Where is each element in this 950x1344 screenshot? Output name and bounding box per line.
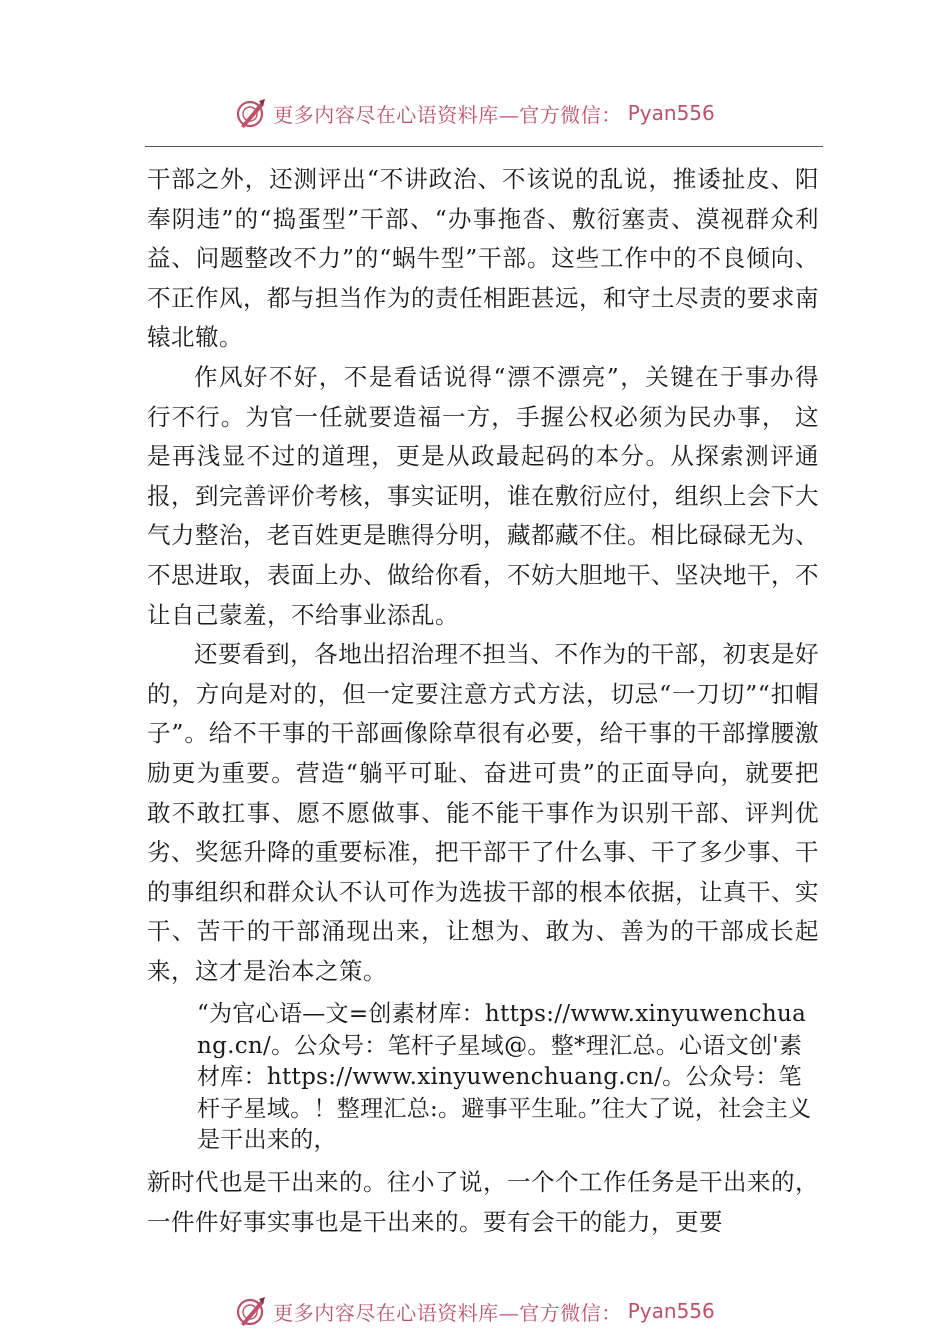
footer-brand-text: 更多内容尽在心语资料库—官方微信： — [273, 1300, 622, 1325]
header-brand-text: 更多内容尽在心语资料库—官方微信： — [273, 102, 622, 127]
pen-seal-logo-icon — [235, 1295, 267, 1327]
paragraph-2: 作风好不好，不是看话说得“漂不漂亮”，关键在于事办得行不行。为官一任就要造福一方，手握公权必须为民办事， 这是再浅显不过的道理，更是从政最起码的本分。从探索测评通报，到完善评价考核，事实证明，谁在敷衍应付，组织上会下大气力整治，老百姓更是瞧得分明，藏都藏不住。相比碌碌无为、不思进取，表面上办、做给你看，不妨大胆地干、坚决地干，不让自己蒙羞，不给事业添乱。 — [147, 362, 819, 629]
header-divider — [145, 146, 823, 147]
footer-brand — [235, 1295, 715, 1327]
footer-wechat-id: Pyan556 — [627, 1299, 715, 1323]
paragraph-1: 干部之外，还测评出“不讲政治、不该说的乱说，推诿扯皮、阳奉阴违”的“捣蛋型”干部、“办事拖沓、敷衍塞责、漠视群众利益、问题整改不力”的“蜗牛型”干部。这些工作中的不良倾向、不正作风，都与担当作为的责任相距甚远，和守土尽责的要求南辕北辙。 — [147, 165, 819, 352]
page-header — [0, 92, 950, 134]
paragraph-5: 新时代也是干出来的。往小了说，一个个工作任务是干出来的，一件件好事实事也是干出来的。要有会干的能力，更要 — [147, 1167, 819, 1236]
document-body — [147, 160, 819, 1242]
pen-seal-logo-icon — [235, 97, 267, 129]
page-footer — [0, 1290, 950, 1332]
inserted-quote-block: “为官心语—文=创素材库：https://www.xinyuwenchuang.cn/。公众号：笔杆子星域@。整*理汇总。心语文创'素材库：https://www.xinyuwenchuang.cn/。公众号：笔杆子星域。！整理汇总:。避事平生耻。”往大了说，社会主义是干出来的， — [197, 1001, 812, 1154]
header-wechat-id: Pyan556 — [627, 101, 715, 125]
paragraph-3: 还要看到，各地出招治理不担当、不作为的干部，初衷是好的，方向是对的，但一定要注意方式方法，切忌“一刀切”“扣帽子”。给不干事的干部画像除草很有必要，给干事的干部撑腰激励更为重要。营造“躺平可耻、奋进可贵”的正面导向，就要把敢不敢扛事、愿不愿做事、能不能干事作为识别干部、评判优劣、奖惩升降的重要标准，把干部干了什么事、干了多少事、干的事组织和群众认不认可作为选拔干部的根本依据，让真干、实干、苦干的干部涌现出来，让想为、敢为、善为的干部成长起来，这才是治本之策。 — [147, 640, 819, 985]
header-brand — [235, 97, 715, 129]
